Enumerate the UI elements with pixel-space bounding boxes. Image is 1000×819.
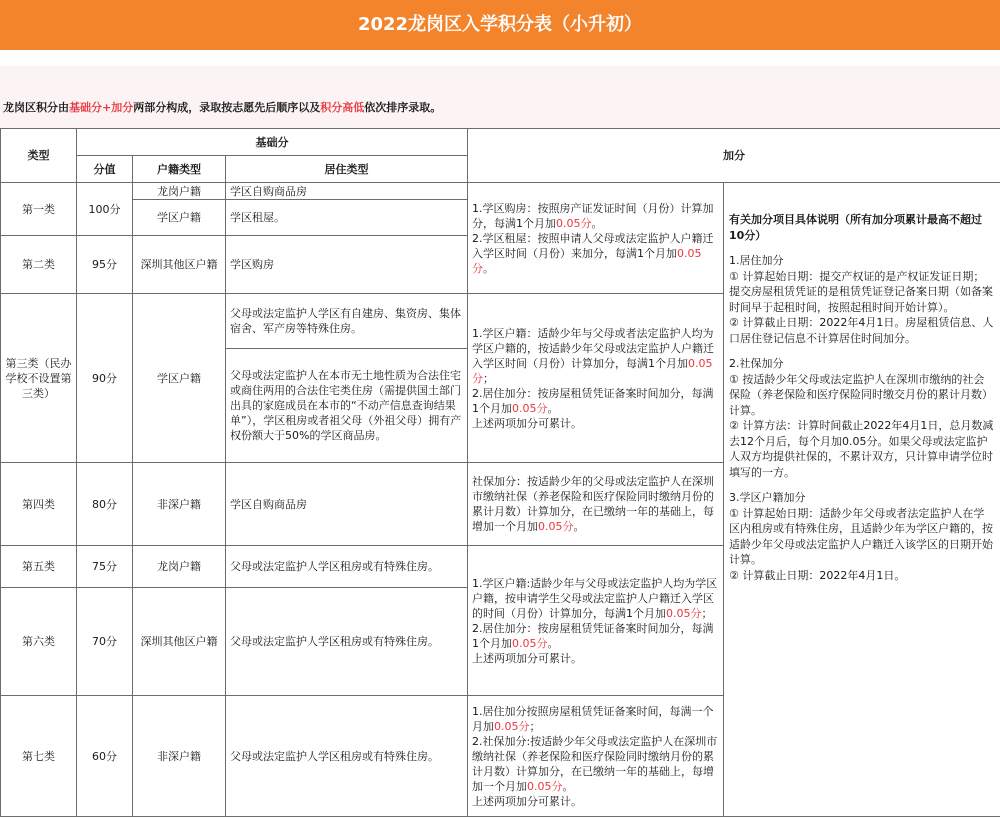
bonus-56-end2: 。 — [547, 636, 559, 650]
score-4: 80分 — [77, 463, 133, 546]
residence-3b: 父母或法定监护人在本市无土地性质为合法住宅或商住两用的合法住宅类住房（需提供国土部门出具的家庭成员在本市的“不动产信息查询结果单”），学区租房或者祖父母（外祖父母）拥有产权份额大于50%的学区商品房。 — [226, 349, 468, 463]
notes-hukou-start: ① 计算起始日期：适龄少年父母或者法定监护人在学区内租房或有特殊住房，且适龄少年为学区户籍的，按适龄少年父母或法定监护人户籍迁入该学区的日期开始计算。 — [729, 506, 993, 566]
score-7: 60分 — [77, 696, 133, 817]
notes-section-residence: 1.居住加分 — [729, 254, 784, 267]
bonus-3-end2: 。 — [547, 401, 559, 415]
hukou-3: 学区户籍 — [133, 294, 226, 463]
notes-social-security-basis: ① 按适龄少年父母或法定监护人在深圳市缴纳的社会保险（养老保险和医疗保险同时缴交月份的累计月数）计算。 — [729, 372, 993, 417]
bonus-7-value1: 0.05分 — [494, 719, 530, 733]
bonus-56-line3: 上述两项加分可累计。 — [472, 651, 582, 665]
header-score: 分值 — [77, 156, 133, 183]
bonus-purchase-rent — [468, 183, 724, 294]
bonus-56-line1: 1.学区户籍:适龄少年与父母或法定监护人均为学区户籍，按申请学生父母或法定监护人户籍迁入学区的时间（月份）计算加分，每满1个月加 — [472, 576, 718, 620]
bonus-56-value1: 0.05分 — [666, 606, 702, 620]
bonus-hukou-rent — [468, 546, 724, 696]
bonus-residence-social-security — [468, 696, 724, 817]
notes-residence-start: ① 计算起始日期：提交产权证的是产权证发证日期；提交房屋租赁凭证的是租赁凭证登记备案日期（如备案时间早于起租时间，按照起租时间开始计算）。 — [729, 269, 993, 314]
residence-1b: 学区租屋。 — [226, 200, 468, 236]
hukou-4: 非深户籍 — [133, 463, 226, 546]
score-3: 90分 — [77, 294, 133, 463]
bonus-7-value2: 0.05分 — [527, 779, 563, 793]
bonus-4-end1: 。 — [573, 520, 585, 533]
score-5: 75分 — [77, 546, 133, 588]
hukou-5: 龙岗户籍 — [133, 546, 226, 588]
bonus-1-end2: 。 — [483, 261, 494, 275]
bonus-3-line1: 1.学区户籍：适龄少年与父母或者法定监护人均为学区户籍的，按适龄少年父母或法定监护人户籍迁入学区时间（月份）计算加分，每满1个月加 — [472, 326, 714, 370]
bonus-7-line2: 2.社保加分:按适龄少年父母或法定监护人在深圳市缴纳社保（养老保险和医疗保险同时缴纳月份的累计月数）计算加分，在已缴纳一年的基础上，每增加一个月加 — [472, 734, 718, 793]
intro-middle: 两部分构成，录取按志愿先后顺序以及 — [133, 101, 321, 114]
bonus-1-value2: 0.05分 — [472, 246, 702, 275]
bonus-56-value2: 0.05分 — [512, 636, 548, 650]
category-2: 第二类 — [1, 236, 77, 294]
category-1: 第一类 — [1, 183, 77, 236]
residence-6: 父母或法定监护人学区租房或有特殊住房。 — [226, 588, 468, 696]
intro-highlight-score: 积分高低 — [320, 101, 365, 114]
residence-1a: 学区自购商品房 — [226, 183, 468, 200]
bonus-3-value1: 0.05分 — [472, 356, 713, 385]
category-3: 第三类（民办学校不设置第三类） — [1, 294, 77, 463]
notes-social-security-method: ② 计算方法：计算时间截止2022年4月1日，总月数减去12个月后，每个月加0.05分。如果父母或法定监护人双方均提供社保的，不累计双方，只计算申请学位时填写的一方。 — [729, 419, 994, 479]
notes-hukou-end: ② 计算截止日期：2022年4月1日。 — [729, 568, 906, 582]
bonus-hukou-residence — [468, 294, 724, 463]
intro-suffix: 依次排序录取。 — [364, 101, 442, 114]
bonus-1-value1: 0.05分 — [556, 216, 592, 230]
bonus-56-end1: ； — [701, 606, 713, 620]
hukou-1a: 龙岗户籍 — [133, 183, 226, 200]
bonus-3-line3: 上述两项加分可累计。 — [472, 416, 582, 430]
notes-heading: 有关加分项目具体说明（所有加分项累计最高不超过10分） — [729, 213, 982, 242]
bonus-1-line2: 2.学区租屋：按照申请人父母或法定监护人户籍迁入学区时间（月份）来加分，每满1个月加 — [472, 231, 714, 260]
bonus-7-end2: 。 — [562, 779, 574, 793]
score-6: 70分 — [77, 588, 133, 696]
page-title: 2022龙岗区入学积分表（小升初） — [0, 0, 1000, 50]
bonus-7-line3: 上述两项加分可累计。 — [472, 794, 582, 808]
category-5: 第五类 — [1, 546, 77, 588]
hukou-1b: 学区户籍 — [133, 200, 226, 236]
residence-7: 父母或法定监护人学区租房或有特殊住房。 — [226, 696, 468, 817]
title-spacer — [0, 50, 1000, 66]
score-2: 95分 — [77, 236, 133, 294]
notes-top-spacer — [724, 183, 1000, 200]
intro-text — [0, 66, 1000, 128]
intro-prefix: 龙岗区积分由 — [3, 101, 69, 114]
hukou-6: 深圳其他区户籍 — [133, 588, 226, 696]
notes-section-hukou: 3.学区户籍加分 — [729, 491, 806, 504]
hukou-2: 深圳其他区户籍 — [133, 236, 226, 294]
header-residence: 居住类型 — [226, 156, 468, 183]
header-hukou: 户籍类型 — [133, 156, 226, 183]
residence-5: 父母或法定监护人学区租房或有特殊住房。 — [226, 546, 468, 588]
category-7: 第七类 — [1, 696, 77, 817]
header-base-score: 基础分 — [77, 129, 468, 156]
notes-section-social-security: 2.社保加分 — [729, 357, 784, 370]
residence-4: 学区自购商品房 — [226, 463, 468, 546]
header-category: 类型 — [1, 129, 77, 183]
hukou-7: 非深户籍 — [133, 696, 226, 817]
bonus-social-security — [468, 463, 724, 546]
bonus-3-line2: 2.居住加分：按房屋租赁凭证备案时间加分，每满1个月加 — [472, 386, 714, 415]
bonus-1-end1: 。 — [591, 216, 603, 230]
score-1: 100分 — [77, 183, 133, 236]
header-bonus: 加分 — [468, 129, 1000, 183]
intro-highlight-base-plus-bonus: 基础分+加分 — [69, 101, 134, 114]
score-table — [0, 128, 1000, 817]
bonus-3-value2: 0.05分 — [512, 401, 548, 415]
bonus-1-line1: 1.学区购房：按照房产证发证时间（月份）计算加分，每满1个月加 — [472, 201, 714, 230]
bonus-3-end1: ； — [483, 371, 494, 385]
bonus-4-line1: 社保加分：按适龄少年的父母或法定监护人在深圳市缴纳社保（养老保险和医疗保险同时缴纳月份的累计月数）计算加分，在已缴纳一年的基础上，每增加一个月加 — [472, 475, 714, 533]
residence-3a: 父母或法定监护人学区有自建房、集资房、集体宿舍、军产房等特殊住房。 — [226, 294, 468, 349]
residence-2: 学区购房 — [226, 236, 468, 294]
bonus-56-line2: 2.居住加分：按房屋租赁凭证备案时间加分，每满1个月加 — [472, 621, 714, 650]
bonus-4-value1: 0.05分 — [538, 520, 574, 533]
bonus-7-end1: ； — [529, 719, 541, 733]
category-4: 第四类 — [1, 463, 77, 546]
bonus-7-line1: 1.居住加分按照房屋租赁凭证备案时间，每满一个月加 — [472, 704, 714, 733]
notes-residence-end: ② 计算截止日期：2022年4月1日。房屋租赁信息、人口居住登记信息不计算居住时间加分。 — [729, 316, 994, 345]
category-6: 第六类 — [1, 588, 77, 696]
bonus-notes — [724, 200, 1000, 817]
score-table-wrapper — [0, 128, 1000, 819]
